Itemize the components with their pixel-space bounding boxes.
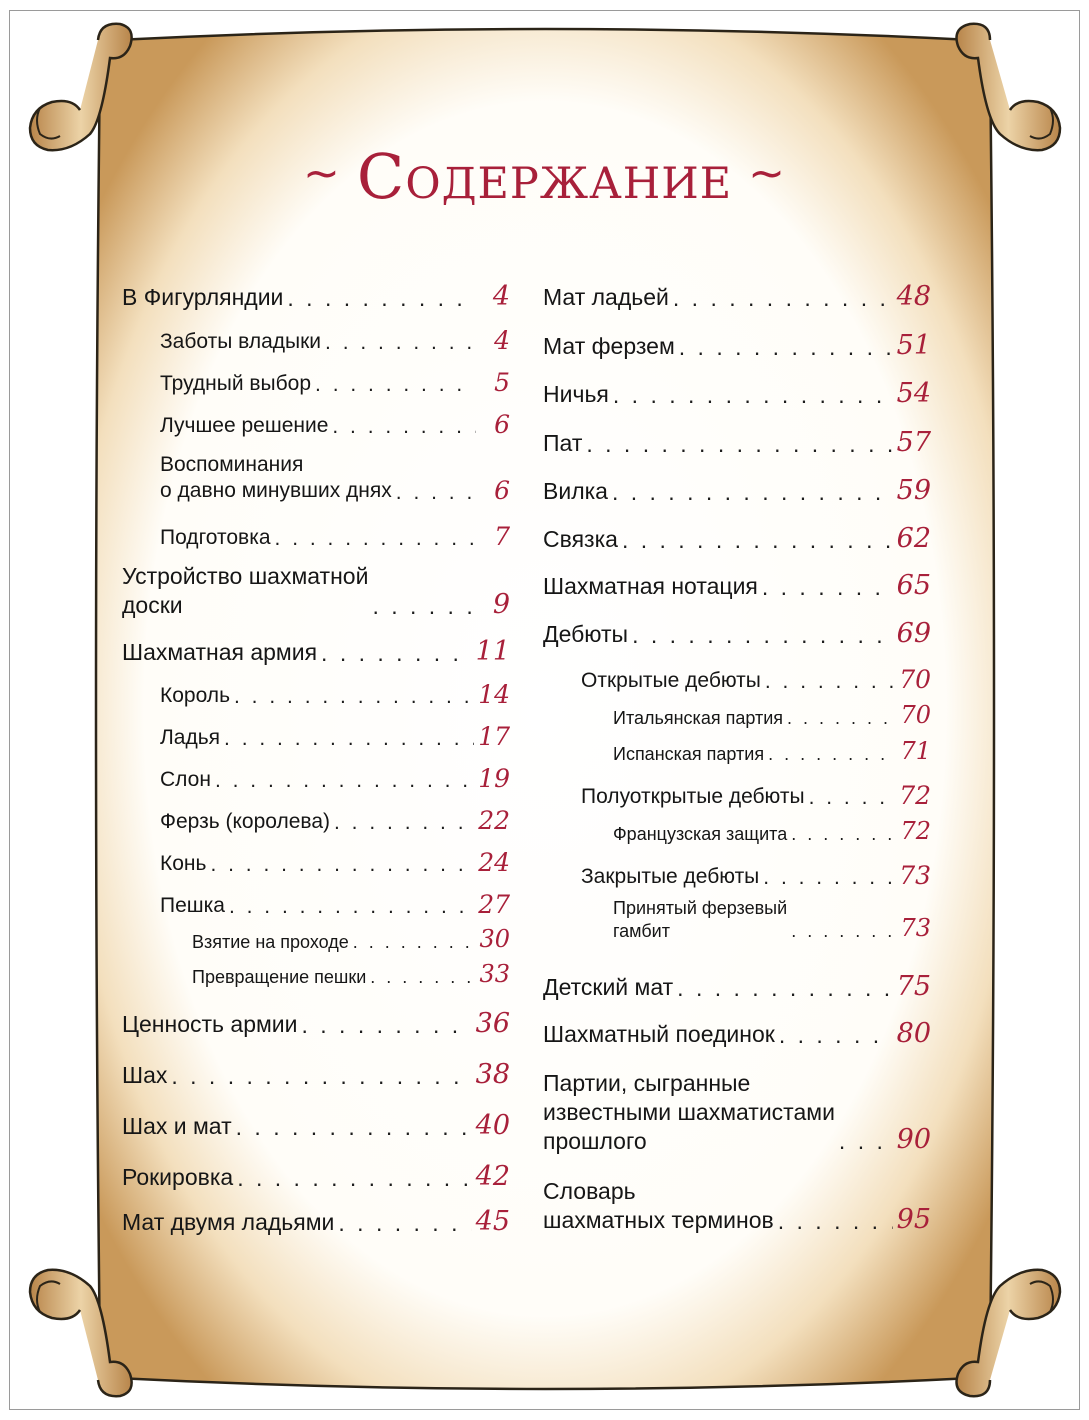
toc-page-number: 73 <box>899 861 931 890</box>
toc-entry-label: Вилка <box>543 478 608 505</box>
toc-entry-label: Шахматный поединок <box>543 1021 775 1048</box>
toc-page-number: 65 <box>896 570 931 601</box>
toc-entry[interactable] <box>581 781 931 810</box>
toc-entry[interactable] <box>543 1069 931 1155</box>
toc-page-number: 59 <box>896 475 931 506</box>
toc-page-number: 95 <box>896 1203 931 1235</box>
toc-leader-dots <box>215 769 474 793</box>
toc-leader-dots <box>622 527 893 554</box>
toc-page-number: 72 <box>900 817 931 845</box>
toc-page-number: 48 <box>896 281 931 312</box>
toc-page-number: 11 <box>475 636 510 667</box>
toc-entry[interactable] <box>543 570 931 601</box>
toc-entry[interactable] <box>543 1177 931 1235</box>
toc-page-number: 14 <box>478 680 510 709</box>
toc-page-number: 72 <box>899 781 931 810</box>
toc-page-number: 6 <box>494 475 510 505</box>
toc-leader-dots <box>325 331 476 355</box>
page-title <box>0 140 1089 213</box>
toc-entry-label: Детский мат <box>543 974 674 1001</box>
toc-entry[interactable] <box>160 848 510 877</box>
toc-leader-dots <box>332 415 476 439</box>
toc-entry[interactable] <box>122 1059 510 1090</box>
toc-entry[interactable] <box>543 281 931 312</box>
toc-page-number: 6 <box>494 410 510 439</box>
toc-entry-label: Мат ферзем <box>543 333 675 360</box>
toc-page-number: 38 <box>475 1059 510 1090</box>
toc-leader-dots <box>234 685 474 709</box>
toc-leader-dots <box>586 431 892 458</box>
toc-leader-dots <box>787 708 896 729</box>
toc-entry-label: Ничья <box>543 381 609 408</box>
toc-leader-dots <box>679 334 893 361</box>
toc-entry[interactable] <box>160 722 510 751</box>
toc-entry-label: Шахматная армия <box>122 639 318 666</box>
toc-entry[interactable] <box>160 890 510 919</box>
toc-page-number: 70 <box>900 701 931 729</box>
toc-entry-label: Испанская партия <box>613 743 765 764</box>
toc-entry-label: Шах <box>122 1062 168 1089</box>
toc-leader-dots <box>778 1208 893 1235</box>
toc-entry-label: Взятие на проходе <box>192 931 349 952</box>
toc-page-number: 27 <box>478 890 510 919</box>
toc-page-number: 90 <box>896 1124 931 1156</box>
toc-entry-label: Партии, сыгранные известными шахматистами прошлого <box>543 1070 835 1154</box>
toc-entry-label: Лучшее решение <box>160 413 329 437</box>
toc-entry[interactable] <box>543 330 931 361</box>
toc-entry[interactable] <box>613 737 931 765</box>
toc-page-number: 33 <box>479 960 510 988</box>
toc-page-number: 42 <box>475 1161 510 1192</box>
toc-entry-label: Закрытые дебюты <box>581 864 760 888</box>
toc-leader-dots <box>768 744 896 765</box>
toc-entry[interactable] <box>160 806 510 835</box>
toc-entry[interactable] <box>122 281 510 312</box>
toc-page-number: 4 <box>494 326 510 355</box>
toc-page-number: 54 <box>896 378 931 409</box>
toc-page-number: 36 <box>475 1008 510 1039</box>
toc-leader-dots <box>612 479 893 506</box>
toc-leader-dots <box>791 824 896 845</box>
toc-entry[interactable] <box>160 410 510 439</box>
toc-leader-dots <box>809 786 896 810</box>
toc-leader-dots <box>338 1210 471 1237</box>
title-text: Содержание <box>356 140 733 213</box>
toc-entry[interactable] <box>543 427 931 458</box>
toc-leader-dots <box>632 622 893 649</box>
toc-leader-dots <box>224 727 474 751</box>
toc-page-number: 9 <box>492 588 510 620</box>
toc-entry[interactable] <box>192 925 510 953</box>
toc-entry-label: Французская защита <box>613 823 788 844</box>
toc-entry-label: Дебюты <box>543 621 629 648</box>
toc-page-number: 51 <box>896 330 931 361</box>
toc-entry-label: Пат <box>543 430 583 457</box>
toc-leader-dots <box>229 895 474 919</box>
toc-page-number: 71 <box>900 737 931 765</box>
toc-entry-label: Связка <box>543 526 618 553</box>
toc-page-number: 70 <box>899 665 931 694</box>
toc-page-number: 5 <box>494 368 510 397</box>
toc-entry-label: Ладья <box>160 725 221 749</box>
toc-leader-dots <box>370 967 475 988</box>
toc-entry[interactable] <box>543 378 931 409</box>
toc-page-number: 7 <box>494 522 510 551</box>
toc-leader-dots <box>763 866 895 890</box>
toc-entry[interactable] <box>543 475 931 506</box>
toc-entry[interactable] <box>613 701 931 729</box>
toc-page-number: 57 <box>896 427 931 458</box>
toc-entry[interactable] <box>543 618 931 649</box>
toc-entry[interactable] <box>122 636 510 667</box>
toc-entry-label: В Фигурляндии <box>122 284 284 311</box>
toc-entry[interactable] <box>122 1161 510 1192</box>
toc-page-number: 73 <box>900 914 931 942</box>
toc-entry[interactable] <box>613 897 931 942</box>
toc-leader-dots <box>673 285 893 312</box>
toc-page-number: 69 <box>896 618 931 649</box>
toc-entry[interactable] <box>160 680 510 709</box>
toc-entry-label: Рокировка <box>122 1164 234 1191</box>
toc-leader-dots <box>334 811 474 835</box>
toc-page-number: 75 <box>896 971 931 1002</box>
toc-page-number: 62 <box>896 523 931 554</box>
toc-entry-label: Шах и мат <box>122 1113 232 1140</box>
toc-entry-label: Словарь шахматных терминов <box>543 1178 774 1233</box>
toc-entry-label: Принятый ферзевый гамбит <box>613 898 788 941</box>
toc-page-number: 40 <box>475 1110 510 1141</box>
title-tilde-right: ~ <box>748 148 786 199</box>
toc-entry[interactable] <box>192 960 510 988</box>
toc-page-number: 22 <box>478 806 510 835</box>
title-tilde-left: ~ <box>303 148 341 199</box>
toc-entry-label: Конь <box>160 851 207 875</box>
toc-entry-label: Подготовка <box>160 525 271 549</box>
toc-leader-dots <box>765 670 895 694</box>
toc-entry[interactable] <box>160 522 510 551</box>
toc-entry[interactable] <box>543 971 931 1002</box>
toc-entry-label: Полуоткрытые дебюты <box>581 784 805 808</box>
toc-entry-label: Пешка <box>160 893 225 917</box>
toc-page-number: 45 <box>475 1206 510 1237</box>
toc-entry-label: Слон <box>160 767 211 791</box>
toc-leader-dots <box>372 593 476 620</box>
toc-page-number: 17 <box>478 722 510 751</box>
toc-entry-label: Воспоминания о давно минувших днях <box>160 453 392 503</box>
toc-entry[interactable] <box>613 817 931 845</box>
toc-entry-label: Заботы владыки <box>160 329 322 353</box>
toc-leader-dots <box>321 640 472 667</box>
toc-leader-dots <box>315 373 476 397</box>
toc-leader-dots <box>302 1012 472 1039</box>
toc-leader-dots <box>237 1165 471 1192</box>
toc-entry-label: Мат двумя ладьями <box>122 1209 335 1236</box>
toc-entry[interactable] <box>581 665 931 694</box>
toc-entry-label: Король <box>160 683 231 707</box>
toc-entry-label: Открытые дебюты <box>581 668 761 692</box>
toc-leader-dots <box>613 382 893 409</box>
toc-page-number: 30 <box>479 925 510 953</box>
toc-entry[interactable] <box>122 1008 510 1039</box>
toc-leader-dots <box>275 527 476 551</box>
toc-entry-label: Трудный выбор <box>160 371 312 395</box>
toc-entry[interactable] <box>122 1110 510 1141</box>
toc-entry-label: Шахматная нотация <box>543 573 758 600</box>
toc-leader-dots <box>762 574 893 601</box>
toc-leader-dots <box>677 975 892 1002</box>
toc-leader-dots <box>210 853 474 877</box>
toc-entry[interactable] <box>160 452 510 505</box>
toc-entry-label: Устройство шахматной доски <box>122 563 369 618</box>
toc-entry-label: Превращение пешки <box>192 966 367 987</box>
toc-leader-dots <box>839 1128 893 1155</box>
toc-entry[interactable] <box>581 861 931 890</box>
toc-leader-dots <box>396 481 476 505</box>
toc-page-number: 19 <box>478 764 510 793</box>
toc-entry[interactable] <box>160 326 510 355</box>
toc-entry[interactable] <box>543 1018 931 1049</box>
toc-leader-dots <box>353 932 476 953</box>
toc-entry-label: Мат ладьей <box>543 284 669 311</box>
toc-entry[interactable] <box>160 764 510 793</box>
toc-page-number: 80 <box>896 1018 931 1049</box>
toc-entry[interactable] <box>160 368 510 397</box>
toc-leader-dots <box>287 285 476 312</box>
toc-entry[interactable] <box>122 562 510 620</box>
toc-page-number: 24 <box>478 848 510 877</box>
toc-entry-label: Итальянская партия <box>613 707 784 728</box>
toc-leader-dots <box>791 921 896 942</box>
toc-leader-dots <box>779 1022 893 1049</box>
toc-entry[interactable] <box>543 523 931 554</box>
toc-page-number: 4 <box>492 281 510 312</box>
toc-leader-dots <box>171 1063 471 1090</box>
toc-leader-dots <box>236 1114 472 1141</box>
toc-entry-label: Ценность армии <box>122 1011 298 1038</box>
toc-entry-label: Ферзь (королева) <box>160 809 331 833</box>
toc-entry[interactable] <box>122 1206 510 1237</box>
